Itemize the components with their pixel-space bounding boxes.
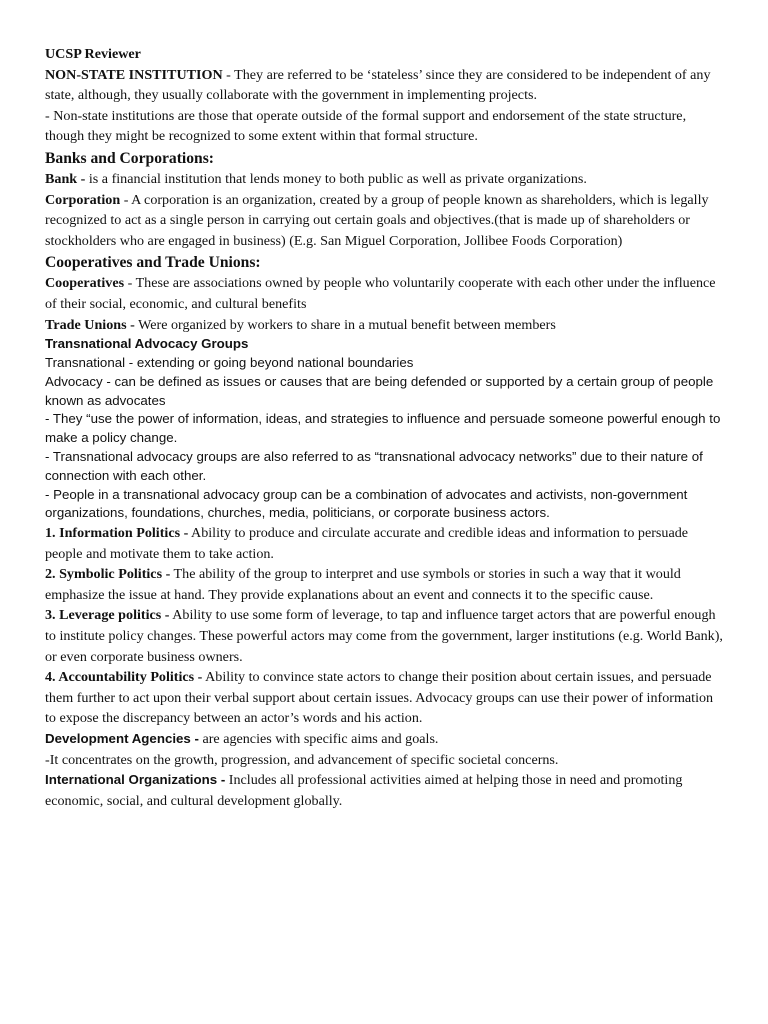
dev-agencies-term: Development Agencies - <box>45 731 199 747</box>
politics-def: Ability to convince state actors to change their position about certain issues, and persuade them further to act upon their verbal support about certain issues. Advocacy groups can use their power of information to expose the discrepancy between an actor’s words and his action. <box>45 669 714 727</box>
politics-term: 3. Leverage politics - <box>45 607 170 624</box>
non-state-note: - Non-state institutions are those that operate outside of the formal support and endorsement of the state structure, though they might be recognized to some extent within that formal structure. <box>45 107 687 145</box>
cooperatives-def: - These are associations owned by people who voluntarily cooperate with each other under the influence of their social, economic, and cultural benefits <box>45 275 716 312</box>
trade-unions-term: Trade Unions - <box>45 316 135 333</box>
non-state-def: - They are referred to be ‘stateless’ since they are considered to be independent of any state, although, they usually collaborate with the government in implementing projects. <box>45 66 711 104</box>
document-title: UCSP Reviewer <box>45 46 141 62</box>
cooperatives-term: Cooperatives <box>45 275 125 292</box>
non-state-definition <box>45 65 725 106</box>
dev-agencies-note: -It concentrates on the growth, progression, and advancement of specific societal concerns. <box>45 751 559 768</box>
bank-def: is a financial institution that lends money to both public as well as private organizations. <box>85 170 587 187</box>
politics-item <box>45 667 725 729</box>
tag-heading: Transnational Advocacy Groups <box>45 336 249 352</box>
cooperatives-definition <box>45 273 725 314</box>
politics-item <box>45 564 725 605</box>
politics-term: 4. Accountability Politics - <box>45 669 203 686</box>
corporation-term: Corporation <box>45 191 121 208</box>
tag-line: - They “use the power of information, ideas, and strategies to influence and persuade someone powerful enough to make a policy change. <box>45 411 721 446</box>
dev-agencies-def: are agencies with specific aims and goals. <box>198 731 439 748</box>
politics-item <box>45 605 725 667</box>
trade-unions-def: Were organized by workers to share in a mutual benefit between members <box>134 316 556 333</box>
trade-unions-definition <box>45 315 725 336</box>
tag-line: - People in a transnational advocacy group can be a combination of advocates and activists, non-government organizations, foundations, churches, media, politicians, or corporate business actors. <box>45 486 688 521</box>
corporation-def: - A corporation is an organization, created by a group of people known as shareholders, which is legally recognized to act as a single person in carrying out certain goals and objectives.(that is made up of shareholders or stockholders who are engaged in business) (E.g. San Miguel Corporation, Jollibee Foods Corporation) <box>45 191 709 249</box>
tag-line: - Transnational advocacy groups are also referred to as “transnational advocacy networks” due to their nature of connection with each other. <box>45 448 703 483</box>
bank-definition <box>45 169 725 190</box>
intl-orgs-term: International Organizations - <box>45 772 226 788</box>
intl-orgs-definition <box>45 770 725 811</box>
politics-def: Ability to produce and circulate accurate and credible ideas and information to persuade people and motivate them to take action. <box>45 525 689 562</box>
tag-line: Transnational - extending or going beyond national boundaries <box>45 354 414 370</box>
corporation-definition <box>45 190 725 252</box>
bank-term: Bank - <box>45 170 86 187</box>
tag-line: Advocacy - can be defined as issues or causes that are being defended or supported by a certain group of people known as advocates <box>45 373 714 408</box>
dev-agencies-definition <box>45 729 725 750</box>
politics-def: The ability of the group to interpret and use symbols or stories in such a way that it would emphasize the issue at hand. They provide explanations about an event and connects it to the specific cause. <box>45 566 681 603</box>
intl-orgs-def: Includes all professional activities aimed at helping those in need and promoting economic, social, and cultural development globally. <box>45 772 683 809</box>
banks-heading: Banks and Corporations: <box>45 149 214 167</box>
politics-term: 1. Information Politics - <box>45 525 189 542</box>
coops-heading: Cooperatives and Trade Unions: <box>45 254 261 272</box>
politics-item <box>45 523 725 564</box>
non-state-term: NON-STATE INSTITUTION <box>45 66 223 83</box>
politics-term: 2. Symbolic Politics - <box>45 566 171 583</box>
politics-def: Ability to use some form of leverage, to tap and influence target actors that are powerful enough to institute policy changes. These powerful actors may come from the government, larger institutions (e.g. World Bank), or even corporate business owners. <box>45 607 723 665</box>
document-page <box>45 44 725 811</box>
